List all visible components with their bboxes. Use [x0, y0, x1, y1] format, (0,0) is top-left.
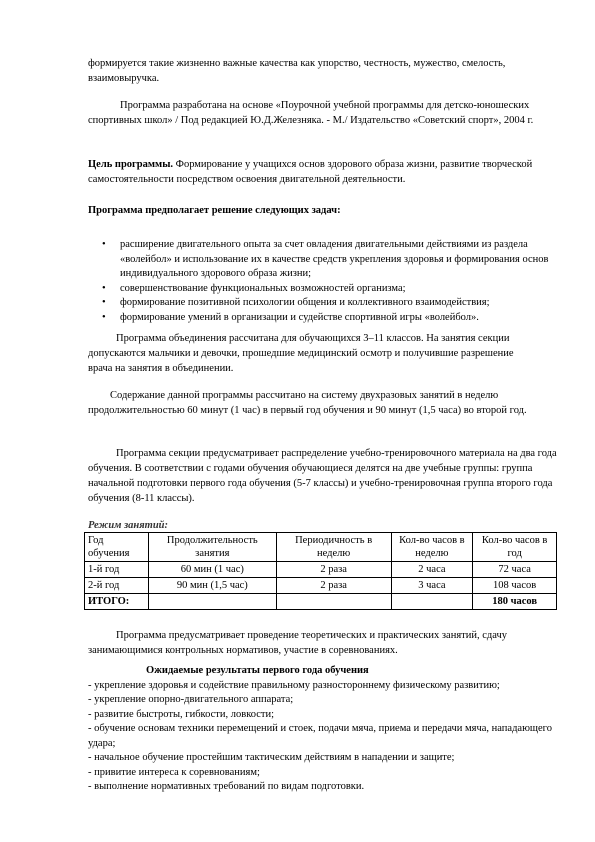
table-header: Периодичность в неделю: [276, 533, 391, 562]
task-item: • расширение двигательного опыта за счет овладения двигательными действиями из раздела «волейбол» и использование их в качестве средств укрепления здоровья и формирования основ индивидуального здорового образа жизни;: [88, 238, 558, 282]
result-item: - начальное обучение простейшим тактическим действиям в нападении и защите;: [88, 752, 455, 763]
intro-paragraph: формируется такие жизненно важные качества как упорство, честность, мужество, смелость, взаимовыручка.: [88, 58, 506, 84]
result-item: - укрепление здоровья и содействие правильному разностороннему физическому развитию;: [88, 679, 500, 691]
table-cell: 1-й год: [85, 562, 149, 578]
table-row: [85, 578, 557, 594]
table-total-row: [85, 594, 557, 610]
results-section: [88, 664, 563, 795]
total-label: ИТОГО:: [85, 594, 149, 610]
total-value: 180 часов: [473, 594, 557, 610]
table-cell: 72 часа: [473, 562, 557, 578]
goal-label: Цель программы.: [88, 159, 174, 170]
table-cell: 2-й год: [85, 578, 149, 594]
goal-text: Формирование у учащихся основ здорового образа жизни, развитие творческой самостоятельности посредством освоения двигательной деятельности.: [88, 159, 533, 185]
result-item: - укрепление опорно-двигательного аппарата;: [88, 694, 294, 705]
task-item: • формирование умений в организации и судействе спортивной игры «волейбол».: [88, 311, 558, 326]
mode-title: Режим занятий:: [88, 520, 169, 531]
table-header: Кол-во часов в год: [473, 533, 557, 562]
schedule-table: [84, 532, 557, 610]
result-item: - привитие интереса к соревнованиям;: [88, 766, 260, 778]
tasks-list: [88, 238, 558, 326]
table-header: Кол-во часов в неделю: [391, 533, 473, 562]
goal-paragraph: [88, 157, 543, 187]
table-cell: 2 раза: [276, 562, 391, 578]
audience-paragraph: Программа объединения рассчитана для обучающихся 3–11 классов. На занятия секции допускаются мальчики и девочки, прошедшие медицинский осмотр и получившие разрешение врача на занятия в объединении.: [88, 333, 514, 374]
table-cell: 108 часов: [473, 578, 557, 594]
table-header-row: [85, 533, 557, 562]
table-row: [85, 562, 557, 578]
table-header: Продолжительность занятия: [148, 533, 276, 562]
table-cell: 60 мин (1 час): [148, 562, 276, 578]
task-item: • совершенствование функциональных возможностей организма;: [88, 282, 558, 297]
results-title: Ожидаемые результаты первого года обучения: [146, 665, 369, 676]
table-cell: 2 раза: [276, 578, 391, 594]
table-cell: 3 часа: [391, 578, 473, 594]
table-header: Год обучения: [85, 533, 149, 562]
result-item: - развитие быстроты, гибкости, ловкости;: [88, 708, 275, 720]
task-item: • формирование позитивной психологии общения и коллективного взаимодействия;: [88, 296, 558, 311]
table-cell: 2 часа: [391, 562, 473, 578]
basis-paragraph: Программа разработана на основе «Поурочной учебной программы для детско-юношеских спортивных школ» / Под редакцией Ю.Д.Железняка. - М./ Издательство «Советский спорт», 2004 г.: [88, 100, 534, 126]
distribution-paragraph: Программа секции предусматривает распределение учебно-тренировочного материала на два года обучения. В соответствии с годами обучения обучающиеся делятся на две учебные группы: группа начальной подготовки первого года обучения (5-7 классы) и учебно-тренировочная группа второго года обучения (8-11 классы).: [88, 448, 557, 504]
result-item: - выполнение нормативных требований по видам подготовки.: [88, 781, 365, 792]
tasks-title: Программа предполагает решение следующих задач:: [88, 205, 341, 216]
theory-paragraph: Программа предусматривает проведение теоретических и практических занятий, сдачу занимающимися контрольных нормативов, участие в соревнованиях.: [88, 630, 507, 656]
schedule-paragraph: Содержание данной программы рассчитано на систему двухразовых занятий в неделю продолжительностью 60 минут (1 час) в первый год обучения и 90 минут (1,5 часа) во второй год.: [88, 390, 527, 416]
table-cell: 90 мин (1,5 час): [148, 578, 276, 594]
result-item: - обучение основам техники перемещений и стоек, подачи мяча, приема и передачи мяча, нападающего удара;: [88, 723, 552, 749]
